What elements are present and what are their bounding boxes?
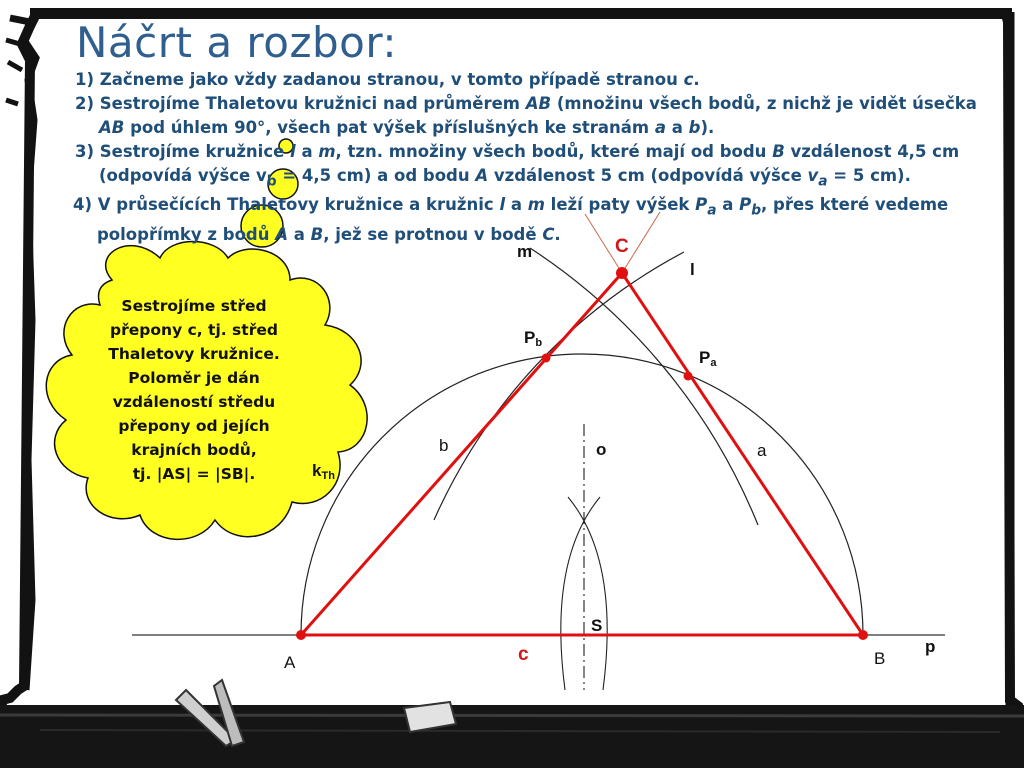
cloud-line: přepony od jejích (118, 417, 270, 435)
point-B (858, 630, 868, 640)
cloud-line: přepony c, tj. střed (110, 321, 278, 339)
step-3: 3) Sestrojíme kružnice l a m, tzn. množiny všech bodů, které mají od bodu B vzdálenost 4,5 cm (odpovídá výšce $v_b = 4,5$ cm) a od bodu A vzdálenost 5 cm (odpovídá výšce $v_a = 5$ cm). (75, 142, 960, 190)
page-title: Náčrt a rozbor: (76, 18, 398, 67)
label-l: l (690, 260, 695, 279)
cloud-line: Poloměr je dán (128, 369, 260, 387)
label-a: a (757, 441, 767, 460)
label-kTh: $k_{Th}$ (312, 461, 335, 482)
construction-steps (75, 68, 995, 247)
label-S: S (591, 616, 603, 635)
label-c: c (518, 644, 529, 665)
step-4: 4) V průsečících Thaletovy kružnice a kružnic l a m leží paty výšek $P_a$ a $P_b$, přes které vedeme polopřímky z bodů A a B, jež se protnou v bodě C. (73, 195, 949, 244)
cloud-line: vzdáleností středu (112, 393, 276, 411)
label-A: A (284, 653, 296, 672)
point-Pa (684, 372, 693, 381)
cloud-line: tj. |AS| = |SB|. (132, 465, 256, 483)
step-2: 2) Sestrojíme Thaletovu kružnici nad průměrem AB (množinu všech bodů, z nichž je vidět úsečka AB pod úhlem 90°, všech pat výšek příslušných ke stranám a a b). (75, 94, 977, 137)
step-1: 1) Začneme jako vždy zadanou stranou, v tomto případě stranou c. (75, 70, 700, 89)
point-Pb (542, 354, 551, 363)
cloud-text (84, 294, 304, 486)
cloud-line: Thaletovy kružnice. (108, 345, 280, 363)
point-C (616, 267, 628, 279)
label-o: o (596, 440, 607, 459)
label-b: b (439, 436, 449, 455)
label-B: B (874, 649, 886, 668)
label-Pa: $P_a$ (699, 348, 717, 369)
label-Pb: $P_b$ (524, 328, 543, 349)
label-C: C (615, 236, 629, 257)
cloud-line: Sestrojíme střed (121, 297, 267, 315)
label-p: p (925, 637, 936, 656)
label-m: m (517, 242, 533, 261)
cloud-line: krajních bodů, (131, 441, 257, 459)
point-A (296, 630, 306, 640)
